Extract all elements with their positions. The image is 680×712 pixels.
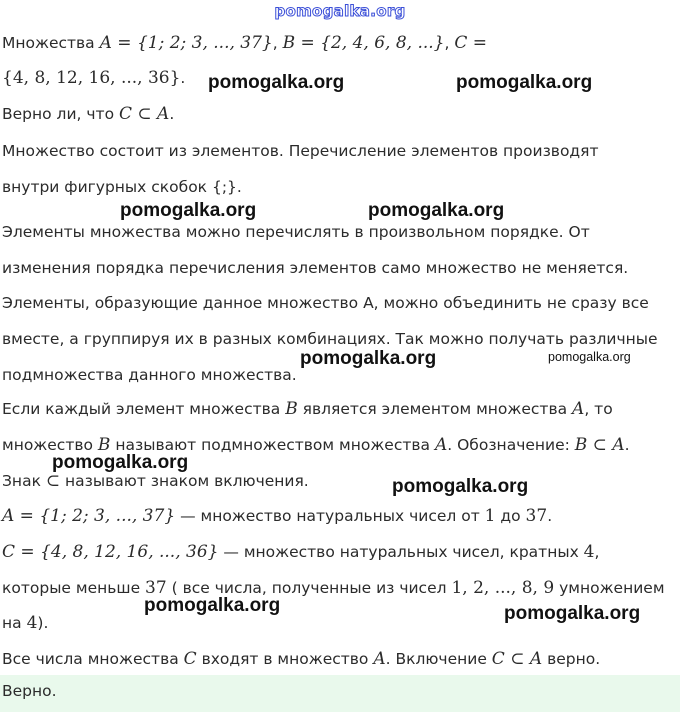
text: . [547, 507, 553, 525]
watermark: pomogalka.org [52, 452, 189, 473]
subset-notation: B ⊂ A [574, 435, 625, 455]
watermark: pomogalka.org [208, 72, 345, 93]
watermark: pomogalka.org [504, 603, 641, 624]
subset-symbol: ⊂ [45, 471, 61, 491]
watermark: pomogalka.org [368, 200, 505, 221]
set-a-definition: A = {1; 2; 3, ..., 37} [99, 33, 273, 53]
text: , то [584, 400, 613, 418]
watermark: pomogalka.org [120, 200, 257, 221]
math-number: 4 [583, 542, 595, 562]
text-line: Элементы множества можно перечислять в произвольном порядке. От [2, 223, 590, 241]
math-a: A [572, 399, 585, 419]
site-logo: pomogalka.org [274, 2, 406, 20]
inclusion-expression: C ⊂ A [491, 649, 543, 669]
answer-box [0, 675, 680, 712]
text-line [2, 541, 599, 563]
text: Знак [2, 472, 46, 490]
text: ). [37, 614, 49, 632]
text: верно. [542, 650, 601, 668]
text-line: подмножества данного множества. [2, 366, 297, 384]
watermark: pomogalka.org [548, 350, 631, 364]
set-a-definition: A = {1; 2; 3, ..., 37} [2, 506, 176, 526]
text: входят в множество [196, 650, 374, 668]
text-line: Элементы, образующие данное множество A, можно объединить не сразу все [2, 294, 649, 312]
text-line [2, 577, 665, 599]
inclusion-expression: C ⊂ A [118, 104, 170, 124]
text: Все числа множества [2, 650, 184, 668]
math-a: A [434, 435, 448, 455]
text-line [2, 505, 552, 527]
text: Множества [2, 34, 100, 52]
set-c-elements: {4, 8, 12, 16, ..., 36} [2, 68, 181, 88]
text: является элементом множества [297, 400, 573, 418]
text: ( все числа, полученные из чисел [166, 579, 452, 597]
text: . Обозначение: [447, 436, 575, 454]
math-b: B [97, 435, 111, 455]
problem-line-2 [2, 67, 185, 89]
math-number: 37 [145, 578, 167, 598]
math-number: 1 [484, 506, 496, 526]
set-c-label: C = [454, 33, 488, 53]
text: которые меньше [2, 579, 146, 597]
text: Если каждый элемент множества [2, 400, 286, 418]
set-c-definition: C = {4, 8, 12, 16, ..., 36} [2, 542, 219, 562]
text: на [2, 614, 27, 632]
text: — множество натуральных чисел, кратных [218, 543, 584, 561]
text: множество [2, 436, 98, 454]
text-line [2, 398, 613, 420]
text: . [624, 436, 630, 454]
math-b: B [285, 399, 298, 419]
math-c: C [183, 649, 197, 669]
math-number-list: 1, 2, ..., 8, 9 [451, 578, 555, 598]
watermark: pomogalka.org [456, 72, 593, 93]
text: , [444, 34, 455, 52]
text: — множество натуральных чисел от [175, 507, 485, 525]
watermark: pomogalka.org [144, 595, 281, 616]
text: , [594, 543, 600, 561]
text-line [2, 612, 48, 634]
text-line: внутри фигурных скобок {;}. [2, 178, 242, 196]
text-line: изменения порядка перечисления элементов само множество не меняется. [2, 259, 629, 277]
text: до [495, 507, 526, 525]
math-a: A [373, 649, 386, 669]
watermark: pomogalka.org [392, 476, 529, 497]
answer-text: Верно. [2, 682, 57, 700]
text: называют знаком включения. [60, 472, 309, 490]
watermark: pomogalka.org [300, 348, 437, 369]
text: . [169, 105, 175, 123]
text: умножением [554, 579, 665, 597]
text: . [180, 69, 186, 87]
text-line: Множество состоит из элементов. Перечисление элементов производят [2, 142, 599, 160]
conclusion-line [2, 648, 600, 670]
set-b-definition: B = {2, 4, 6, 8, ...} [282, 33, 445, 53]
problem-line-1 [2, 32, 487, 54]
text: . Включение [385, 650, 492, 668]
text: называют подмножеством множества [110, 436, 435, 454]
text-line: вместе, а группируя их в разных комбинациях. Так можно получать различные [2, 330, 658, 348]
math-number: 37 [525, 506, 548, 526]
math-number: 4 [26, 613, 38, 633]
question-line [2, 103, 174, 125]
text: , [272, 34, 283, 52]
text: Верно ли, что [2, 105, 119, 123]
